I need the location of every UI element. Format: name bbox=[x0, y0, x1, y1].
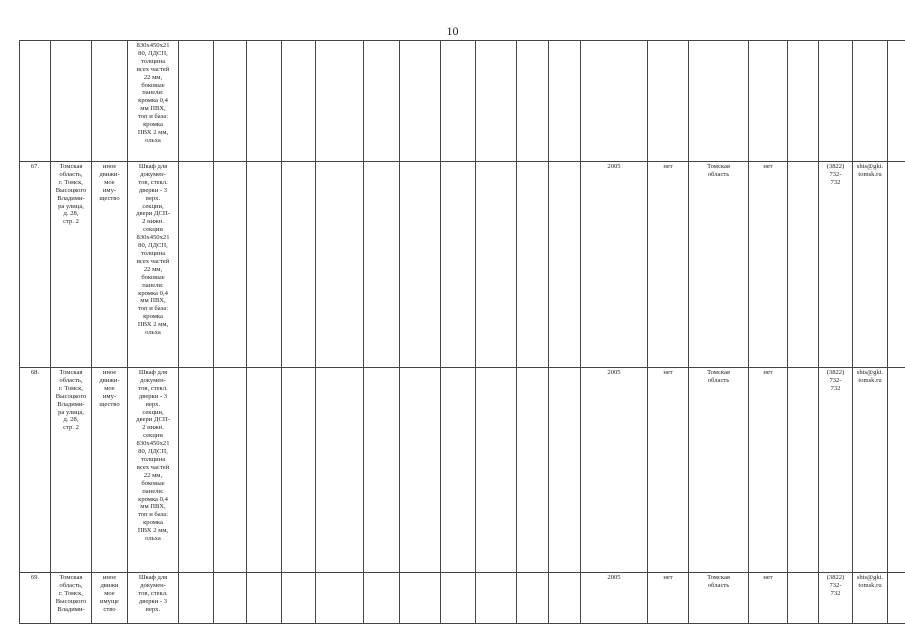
table-cell-empty bbox=[788, 41, 819, 162]
table-cell-empty bbox=[441, 573, 476, 624]
table-cell-empty bbox=[441, 368, 476, 573]
table-cell-empty bbox=[214, 41, 247, 162]
table-cell-empty bbox=[214, 368, 247, 573]
table-cell-empty bbox=[476, 41, 517, 162]
cell-num: 67. bbox=[20, 162, 51, 368]
table-cell-empty bbox=[179, 41, 214, 162]
cell-email: shts@gki. tomsk.ru bbox=[853, 368, 888, 573]
page-number: 10 bbox=[446, 24, 459, 38]
table-cell-empty bbox=[247, 162, 282, 368]
table-cell-empty bbox=[316, 368, 364, 573]
table-cell-empty bbox=[549, 162, 581, 368]
cell-phone: (3822) 732- 732 bbox=[819, 368, 853, 573]
table-cell-empty bbox=[549, 368, 581, 573]
cell-address bbox=[51, 41, 92, 162]
table-cell-empty bbox=[364, 162, 400, 368]
cell-desc: Шкаф для докумен- тов, стекл. дверки - 3 верх. секции, двери ДСП- 2 нижн. секции 830х450х21 80, ЛДСП, толщина всех частей 22 мм, боковые панели: кромка 0,4 мм ПВХ, топ и база: кромка ПВХ 2 мм, ольха bbox=[128, 162, 179, 368]
cell-type: иное движи- мое иму- щество bbox=[92, 162, 128, 368]
cell-flag bbox=[749, 41, 788, 162]
cell-region: Томская область bbox=[689, 162, 749, 368]
table-cell-empty bbox=[364, 573, 400, 624]
table-cell-empty bbox=[214, 573, 247, 624]
table-cell-empty bbox=[179, 573, 214, 624]
cell-address: Томская область, г. Томск, Высоцкого Владими- bbox=[51, 573, 92, 624]
cell-encumbrance: нет bbox=[648, 162, 689, 368]
table-cell-empty bbox=[888, 162, 905, 368]
table-cell-empty bbox=[364, 41, 400, 162]
table-cell-empty bbox=[400, 41, 441, 162]
cell-flag: нет bbox=[749, 368, 788, 573]
cell-phone: (3822) 732- 732 bbox=[819, 162, 853, 368]
cell-year: 2005 bbox=[581, 162, 648, 368]
table-cell-empty bbox=[214, 162, 247, 368]
table-cell-empty bbox=[400, 573, 441, 624]
table-cell-empty bbox=[549, 41, 581, 162]
cell-type: иное движи- мое иму- щество bbox=[92, 368, 128, 573]
table-cell-empty bbox=[247, 368, 282, 573]
table-cell-empty bbox=[517, 573, 549, 624]
cell-address: Томская область, г. Томск, Высоцкого Владими- ра улица, д. 28, стр. 2 bbox=[51, 368, 92, 573]
table-cell-empty bbox=[282, 41, 316, 162]
table-cell-empty bbox=[517, 162, 549, 368]
cell-year bbox=[581, 41, 648, 162]
cell-encumbrance: нет bbox=[648, 368, 689, 573]
table-cell-empty bbox=[476, 368, 517, 573]
cell-num: 69. bbox=[20, 573, 51, 624]
property-registry-table bbox=[19, 40, 905, 624]
table-cell-empty bbox=[247, 41, 282, 162]
cell-encumbrance bbox=[648, 41, 689, 162]
table-cell-empty bbox=[316, 573, 364, 624]
cell-phone: (3822) 732- 732 bbox=[819, 573, 853, 624]
cell-email bbox=[853, 41, 888, 162]
cell-flag: нет bbox=[749, 162, 788, 368]
cell-year: 2005 bbox=[581, 368, 648, 573]
cell-desc: Шкаф для докумен- тов, стекл. дверки - 3 верх. секции, двери ДСП- 2 нижн. секции 830х450х21 80, ЛДСП, толщина всех частей 22 мм, боковые панели: кромка 0,4 мм ПВХ, топ и база: кромка ПВХ 2 мм, ольха bbox=[128, 368, 179, 573]
table-cell-empty bbox=[788, 368, 819, 573]
table-cell-empty bbox=[517, 368, 549, 573]
table-cell-empty bbox=[282, 162, 316, 368]
table-cell-empty bbox=[788, 162, 819, 368]
table-cell-empty bbox=[400, 162, 441, 368]
table-cell-empty bbox=[282, 368, 316, 573]
table-cell-empty bbox=[888, 573, 905, 624]
table-cell-empty bbox=[888, 368, 905, 573]
table-cell-empty bbox=[316, 162, 364, 368]
table-cell-empty bbox=[476, 573, 517, 624]
cell-type bbox=[92, 41, 128, 162]
table-cell-empty bbox=[517, 41, 549, 162]
cell-region: Томская область bbox=[689, 573, 749, 624]
table-cell-empty bbox=[247, 573, 282, 624]
table-row bbox=[20, 573, 905, 624]
table-cell-empty bbox=[400, 368, 441, 573]
table-cell-empty bbox=[476, 162, 517, 368]
table-cell-empty bbox=[888, 41, 905, 162]
table-row bbox=[20, 41, 905, 162]
table-row bbox=[20, 368, 905, 573]
table-cell-empty bbox=[316, 41, 364, 162]
table-row bbox=[20, 162, 905, 368]
cell-address: Томская область, г. Томск, Высоцкого Владими- ра улица, д. 28, стр. 2 bbox=[51, 162, 92, 368]
table-cell-empty bbox=[441, 162, 476, 368]
cell-type: иное движи мое имуще ство bbox=[92, 573, 128, 624]
table-cell-empty bbox=[179, 368, 214, 573]
cell-desc: 830х450х21 80, ЛДСП, толщина всех частей 22 мм, боковые панели: кромка 0,4 мм ПВХ, топ и база: кромка ПВХ 2 мм, ольха bbox=[128, 41, 179, 162]
table-cell-empty bbox=[549, 573, 581, 624]
cell-encumbrance: нет bbox=[648, 573, 689, 624]
table-cell-empty bbox=[364, 368, 400, 573]
table-cell-empty bbox=[282, 573, 316, 624]
table-cell-empty bbox=[788, 573, 819, 624]
cell-num: 68. bbox=[20, 368, 51, 573]
cell-num bbox=[20, 41, 51, 162]
cell-flag: нет bbox=[749, 573, 788, 624]
table-cell-empty bbox=[179, 162, 214, 368]
cell-region bbox=[689, 41, 749, 162]
cell-region: Томская область bbox=[689, 368, 749, 573]
cell-desc: Шкаф для докумен- тов, стекл. дверки - 3 верх. bbox=[128, 573, 179, 624]
cell-phone bbox=[819, 41, 853, 162]
cell-email: shts@gki. tomsk.ru bbox=[853, 573, 888, 624]
cell-email: shts@gki. tomsk.ru bbox=[853, 162, 888, 368]
table-cell-empty bbox=[441, 41, 476, 162]
cell-year: 2005 bbox=[581, 573, 648, 624]
